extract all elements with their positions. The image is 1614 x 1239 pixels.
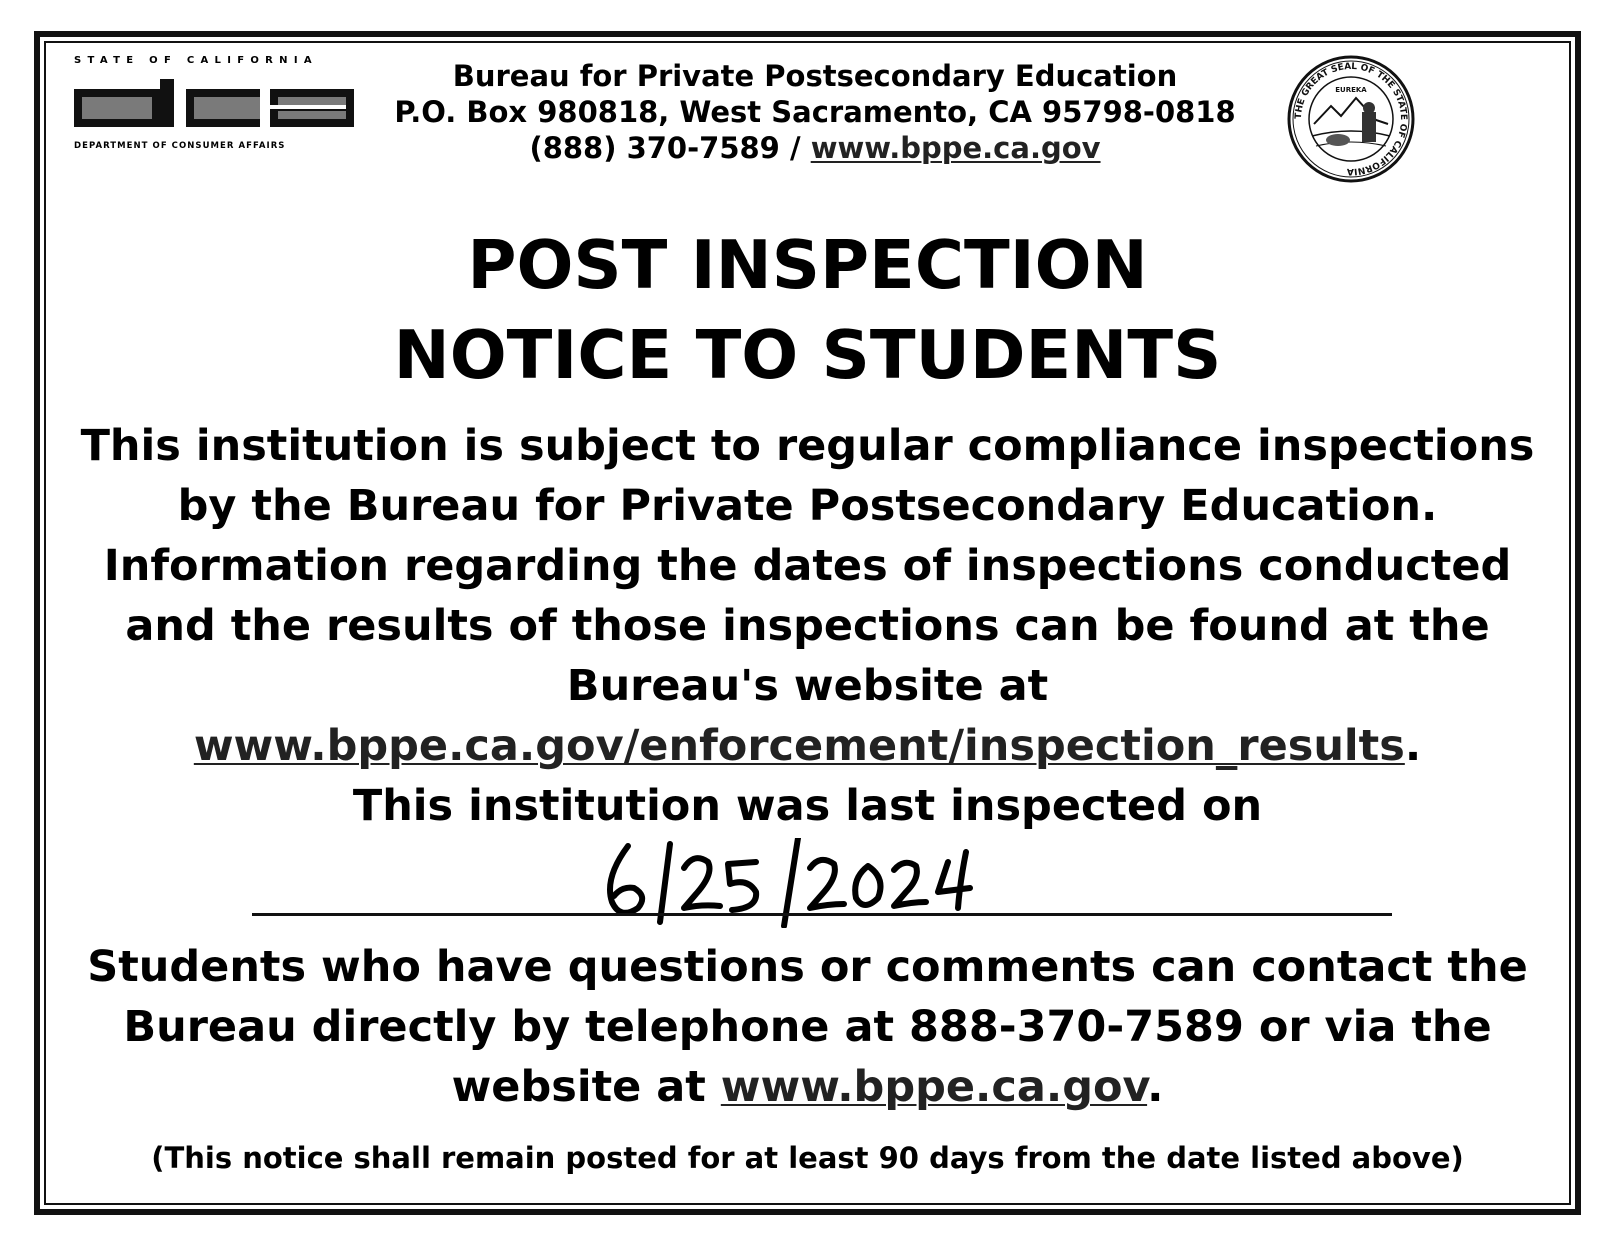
- logo-department-text: DEPARTMENT OF CONSUMER AFFAIRS: [74, 141, 286, 151]
- body-line-2: by the Bureau for Private Postsecondary Education.: [177, 481, 1438, 531]
- body-line-5: Bureau's website at: [566, 661, 1049, 711]
- bureau-header: [390, 58, 1240, 166]
- body-line-1: This institution is subject to regular compliance inspections: [80, 421, 1535, 471]
- svg-text:EUREKA: EUREKA: [1335, 86, 1367, 94]
- dca-logo: [74, 55, 354, 155]
- body-line-6: [44, 716, 1571, 776]
- svg-text:THE GREAT SEAL OF THE STATE OF: THE GREAT SEAL OF THE STATE OF CALIFORNIA: [1293, 61, 1409, 177]
- period: .: [1147, 1062, 1164, 1112]
- body-line-7: This institution was last inspected on: [352, 781, 1263, 831]
- bureau-phone: (888) 370-7589: [529, 131, 780, 165]
- bureau-website-link[interactable]: www.bppe.ca.gov: [810, 131, 1101, 165]
- notice-title: [44, 220, 1571, 400]
- date-signature-line: [252, 913, 1392, 916]
- logo-state-text: STATE OF CALIFORNIA: [74, 55, 318, 66]
- contact-website-prefix: website at: [451, 1062, 721, 1112]
- contact-website-link[interactable]: www.bppe.ca.gov: [720, 1062, 1148, 1112]
- body-line-3: Information regarding the dates of inspections conducted: [103, 541, 1512, 591]
- title-line-1: POST INSPECTION: [467, 226, 1148, 304]
- dca-logo-icon: [74, 79, 354, 127]
- inspection-results-link[interactable]: www.bppe.ca.gov/enforcement/inspection_results: [193, 721, 1405, 771]
- bureau-name: Bureau for Private Postsecondary Education: [452, 59, 1178, 93]
- title-line-2: NOTICE TO STUDENTS: [393, 316, 1222, 394]
- contact-line-3: [44, 1057, 1571, 1117]
- notice-body: [44, 416, 1571, 836]
- separator: /: [789, 131, 801, 165]
- body-line-4: and the results of those inspections can be found at the: [125, 601, 1490, 651]
- bureau-contact-line: [390, 130, 1240, 166]
- great-seal-of-california-icon: [1286, 54, 1416, 184]
- period: .: [1404, 721, 1422, 771]
- contact-line-2: Bureau directly by telephone at 888-370-7589 or via the: [123, 1002, 1492, 1052]
- contact-section: [44, 937, 1571, 1117]
- bureau-address: P.O. Box 980818, West Sacramento, CA 95798-0818: [394, 95, 1236, 129]
- posting-requirement-note: (This notice shall remain posted for at least 90 days from the date listed above): [151, 1141, 1464, 1175]
- contact-line-1: Students who have questions or comments can contact the: [87, 942, 1528, 992]
